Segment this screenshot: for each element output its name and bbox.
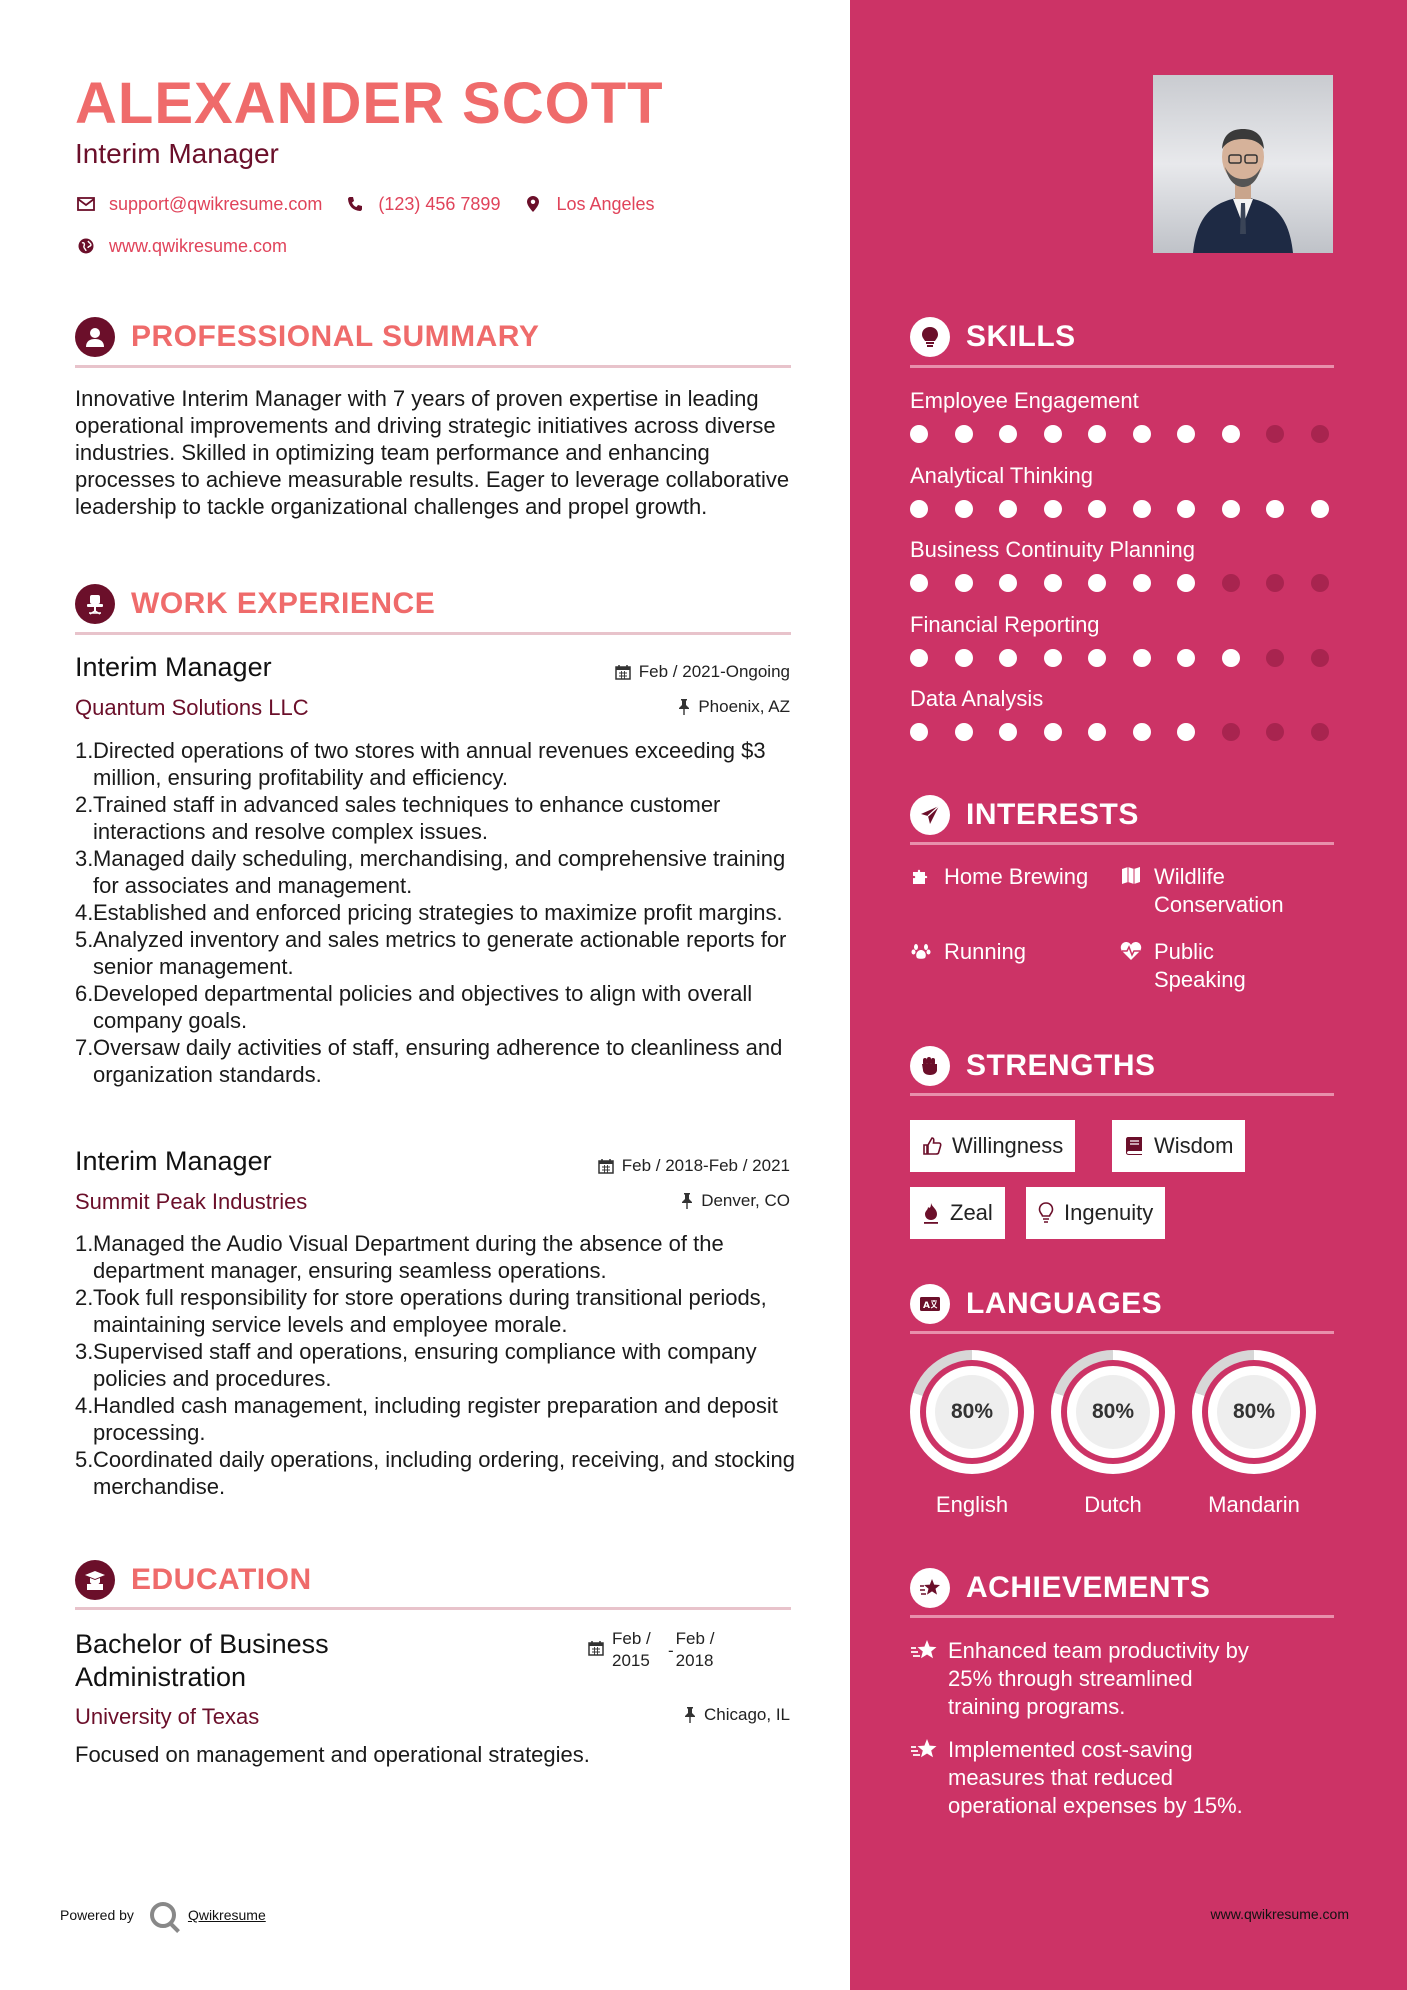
rating-dot-filled	[999, 649, 1017, 667]
rating-dot-filled	[1222, 425, 1240, 443]
interests-heading	[910, 795, 1139, 835]
book-icon	[1124, 1136, 1144, 1156]
education-heading	[75, 1560, 312, 1600]
list-item: 3. Supervised staff and operations, ensuring compliance with company policies and procedures.	[75, 1339, 757, 1391]
envelope-icon	[75, 193, 97, 215]
star-icon	[910, 1738, 938, 1760]
paper-plane-icon	[910, 795, 950, 835]
sidebar	[850, 0, 1407, 1990]
pushpin-icon	[684, 1707, 696, 1723]
map-icon	[1120, 865, 1142, 887]
rating-dot-empty	[1222, 723, 1240, 741]
phone-icon	[344, 193, 366, 215]
powered-by	[60, 1902, 266, 1928]
language-ring-center	[1217, 1375, 1291, 1449]
achievement-item: Enhanced team productivity by 25% through streamlined training programs.	[910, 1637, 1340, 1721]
language-item	[1192, 1350, 1316, 1518]
skills-rule	[910, 365, 1334, 368]
language-name: Mandarin	[1208, 1492, 1300, 1517]
language-percent: 80%	[1232, 1400, 1276, 1423]
brand-link[interactable]: Qwikresume	[187, 1907, 266, 1923]
rating-dot-filled	[1044, 723, 1062, 741]
globe-icon	[75, 235, 97, 257]
flame-icon	[922, 1202, 940, 1224]
education-dates	[588, 1628, 714, 1672]
languages-heading-text: LANGUAGES	[966, 1287, 1163, 1320]
footer-website[interactable]: www.qwikresume.com	[1210, 1906, 1349, 1922]
rating-dot-filled	[999, 574, 1017, 592]
strength-tag: Ingenuity	[1026, 1187, 1165, 1239]
skill-name: Financial Reporting	[910, 611, 1100, 637]
degree-title	[75, 1628, 329, 1694]
rating-dot-filled	[1177, 723, 1195, 741]
language-ring-band	[1067, 1366, 1159, 1458]
rating-dot-filled	[910, 425, 928, 443]
language-ring-band	[926, 1366, 1018, 1458]
job-dates-text: Feb / 2018-Feb / 2021	[621, 1156, 790, 1175]
achievements-heading	[910, 1568, 1210, 1608]
rating-dot-filled	[1088, 425, 1106, 443]
rating-dot-filled	[1088, 723, 1106, 741]
rating-dot-filled	[999, 425, 1017, 443]
strengths-heading	[910, 1046, 1156, 1086]
language-ring-center	[935, 1375, 1009, 1449]
skill-rating	[910, 649, 1355, 667]
job-location	[678, 697, 790, 717]
pushpin-icon	[681, 1193, 693, 1209]
language-ring-center	[1076, 1375, 1150, 1449]
job-role: Interim Manager	[75, 652, 272, 682]
map-pin-icon	[522, 193, 544, 215]
language-ring-band	[1208, 1366, 1300, 1458]
achievement-item: Implemented cost-saving measures that reduced operational expenses by 15%.	[910, 1736, 1340, 1820]
job-location-text: Denver, CO	[701, 1191, 790, 1210]
experience-rule	[75, 632, 791, 635]
graduate-icon	[75, 1560, 115, 1600]
languages-heading	[910, 1284, 1162, 1324]
phone-text: (123) 456 7899	[378, 193, 501, 214]
rating-dot-filled	[1088, 649, 1106, 667]
rating-dot-filled	[955, 425, 973, 443]
rating-dot-filled	[910, 500, 928, 518]
interest-item: Home Brewing	[910, 863, 1088, 891]
rating-dot-filled	[1088, 500, 1106, 518]
skill-rating	[910, 723, 1355, 741]
list-item: 3. Managed daily scheduling, merchandising, and comprehensive training for associates and management.	[75, 846, 786, 898]
language-percent: 80%	[950, 1400, 994, 1423]
summary-heading	[75, 317, 539, 357]
language-ring	[1051, 1350, 1175, 1474]
job-duties-list	[75, 737, 800, 1088]
language-name: Dutch	[1084, 1492, 1142, 1517]
contact-website[interactable]	[75, 235, 287, 257]
rating-dot-empty	[1311, 723, 1329, 741]
experience-heading	[75, 584, 435, 624]
job-company: Quantum Solutions LLC	[75, 695, 309, 720]
school-name: University of Texas	[75, 1704, 260, 1729]
rating-dot-empty	[1266, 425, 1284, 443]
candidate-name: ALEXANDER SCOTT	[75, 71, 664, 136]
skill-name: Analytical Thinking	[910, 462, 1094, 488]
list-item: 1. Directed operations of two stores with annual revenues exceeding $3 million, ensuring profitability and efficiency.	[75, 738, 766, 790]
rating-dot-filled	[1044, 574, 1062, 592]
job-location-text: Phoenix, AZ	[698, 697, 790, 716]
skill-name: Business Continuity Planning	[910, 537, 1195, 562]
svg-text:A: A	[923, 1301, 930, 1311]
job-dates	[615, 662, 790, 682]
skill-rating	[910, 574, 1355, 592]
rating-dot-filled	[1133, 425, 1151, 443]
education-rule	[75, 1607, 791, 1610]
list-item: 4. Established and enforced pricing strategies to maximize profit margins.	[75, 900, 783, 925]
rating-dot-filled	[955, 500, 973, 518]
interests-rule	[910, 842, 1334, 845]
contact-email[interactable]	[75, 193, 322, 215]
experience-heading-text: WORK EXPERIENCE	[131, 587, 436, 620]
rating-dot-filled	[1044, 649, 1062, 667]
education-heading-text: EDUCATION	[131, 1563, 312, 1596]
language-item	[1051, 1350, 1175, 1518]
rating-dot-empty	[1266, 574, 1284, 592]
list-item: 7. Oversaw daily activities of staff, ensuring adherence to cleanliness and organization standards.	[75, 1035, 783, 1087]
job-dates	[598, 1156, 790, 1176]
rating-dot-filled	[1044, 425, 1062, 443]
education-location-text: Chicago, IL	[704, 1705, 790, 1724]
contact-row-2	[75, 235, 309, 257]
job-role: Interim Manager	[75, 1146, 272, 1176]
rating-dot-filled	[1266, 500, 1284, 518]
education-description: Focused on management and operational strategies.	[75, 1742, 590, 1767]
strength-tag: Willingness	[910, 1120, 1075, 1172]
rating-dot-empty	[1311, 425, 1329, 443]
list-item: 1. Managed the Audio Visual Department during the absence of the department manager, ensuring seamless operations.	[75, 1231, 724, 1283]
candidate-title: Interim Manager	[75, 138, 279, 169]
list-item: 5. Coordinated daily operations, including ordering, receiving, and stocking merchandise.	[75, 1447, 795, 1499]
calendar-icon	[615, 664, 631, 680]
rating-dot-filled	[1133, 649, 1151, 667]
contact-location	[522, 193, 654, 215]
date-separator: -	[668, 1641, 674, 1660]
strengths-heading-text: STRENGTHS	[966, 1049, 1156, 1082]
language-ring-gap	[1202, 1360, 1306, 1464]
language-ring-gap	[1061, 1360, 1165, 1464]
rating-dot-filled	[955, 723, 973, 741]
heartbeat-icon	[1120, 940, 1142, 962]
star-icon	[910, 1639, 938, 1661]
degree-line-1: Bachelor of Business	[75, 1629, 329, 1659]
strengths-rule	[910, 1093, 1334, 1096]
rating-dot-filled	[1044, 500, 1062, 518]
powered-by-text: Powered by	[60, 1907, 134, 1923]
thumbs-up-icon	[922, 1136, 942, 1156]
summary-rule	[75, 365, 791, 368]
list-item: 5. Analyzed inventory and sales metrics to generate actionable reports for senior management.	[75, 927, 787, 979]
education-end: Feb / 2018	[675, 1629, 715, 1670]
rating-dot-empty	[1266, 723, 1284, 741]
contact-row-1	[75, 193, 677, 215]
paw-icon	[910, 940, 932, 962]
rating-dot-filled	[1088, 574, 1106, 592]
language-ring	[910, 1350, 1034, 1474]
rating-dot-empty	[1311, 649, 1329, 667]
calendar-icon	[588, 1640, 604, 1656]
rating-dot-filled	[1133, 723, 1151, 741]
rating-dot-filled	[1177, 649, 1195, 667]
skills-heading	[910, 317, 1076, 357]
rating-dot-filled	[999, 500, 1017, 518]
star-badge-icon	[910, 1568, 950, 1608]
skills-heading-text: SKILLS	[966, 320, 1076, 353]
lightbulb-icon	[910, 317, 950, 357]
summary-text: Innovative Interim Manager with 7 years of proven expertise in leading operational improvements and driving strategic initiatives across diverse industries. Skilled in optimizing team performance and enhancing processes to achieve measurable results. Eager to leverage collaborative leadership to tackle organizational challenges and propel growth.	[75, 386, 790, 519]
language-item	[910, 1350, 1034, 1518]
puzzle-icon	[910, 865, 932, 887]
rating-dot-filled	[1311, 500, 1329, 518]
rating-dot-filled	[1133, 500, 1151, 518]
job-duties-list	[75, 1230, 800, 1500]
rating-dot-filled	[1177, 425, 1195, 443]
profile-photo	[1153, 75, 1333, 253]
email-text: support@qwikresume.com	[109, 193, 323, 214]
rating-dot-filled	[999, 723, 1017, 741]
calendar-icon	[598, 1158, 614, 1174]
lightbulb-outline-icon	[1038, 1202, 1054, 1224]
strength-tag: Zeal	[910, 1187, 1005, 1239]
office-chair-icon	[75, 584, 115, 624]
rating-dot-filled	[1177, 500, 1195, 518]
rating-dot-empty	[1311, 574, 1329, 592]
pushpin-icon	[678, 699, 690, 715]
rating-dot-filled	[1222, 500, 1240, 518]
skill-name: Data Analysis	[910, 686, 1044, 711]
list-item: 2. Trained staff in advanced sales techniques to enhance customer interactions and resolve complex issues.	[75, 792, 721, 844]
job-dates-text: Feb / 2021-Ongoing	[638, 662, 790, 681]
rating-dot-filled	[910, 574, 928, 592]
achievements-heading-text: ACHIEVEMENTS	[966, 1571, 1211, 1604]
location-text: Los Angeles	[556, 193, 655, 214]
skill-rating	[910, 425, 1355, 443]
list-item: 4. Handled cash management, including register preparation and deposit processing.	[75, 1393, 778, 1445]
language-name: English	[935, 1492, 1009, 1517]
language-ring	[1192, 1350, 1316, 1474]
contact-phone[interactable]	[344, 193, 500, 215]
summary-heading-text: PROFESSIONAL SUMMARY	[131, 320, 540, 353]
rating-dot-filled	[910, 723, 928, 741]
interests-heading-text: INTERESTS	[966, 798, 1139, 831]
education-location	[684, 1705, 790, 1725]
translate-icon	[910, 1284, 950, 1324]
job-company: Summit Peak Industries	[75, 1189, 308, 1214]
list-item: 2. Took full responsibility for store operations during transitional periods, maintaining service levels and employee morale.	[75, 1285, 767, 1337]
list-item: 6. Developed departmental policies and objectives to align with overall company goals.	[75, 981, 753, 1033]
rating-dot-filled	[1133, 574, 1151, 592]
rating-dot-empty	[1222, 574, 1240, 592]
rating-dot-filled	[955, 574, 973, 592]
language-ring-gap	[920, 1360, 1024, 1464]
rating-dot-filled	[1177, 574, 1195, 592]
user-icon	[75, 317, 115, 357]
website-text: www.qwikresume.com	[109, 235, 288, 256]
rating-dot-filled	[910, 649, 928, 667]
rating-dot-empty	[1266, 649, 1284, 667]
rating-dot-filled	[955, 649, 973, 667]
fist-icon	[910, 1046, 950, 1086]
interest-item: Wildlife Conservation	[1120, 863, 1284, 919]
rating-dot-filled	[1222, 649, 1240, 667]
languages-rule	[910, 1331, 1334, 1334]
language-percent: 80%	[1091, 1400, 1135, 1423]
degree-line-2: Administration	[75, 1662, 247, 1692]
skill-name: Employee Engagement	[910, 388, 1139, 413]
strength-tag: Wisdom	[1112, 1120, 1245, 1172]
qwikresume-logo-icon	[150, 1902, 176, 1928]
interest-item: Public Speaking	[1120, 938, 1246, 994]
skill-rating	[910, 500, 1355, 518]
achievements-rule	[910, 1615, 1334, 1618]
job-location	[681, 1191, 790, 1211]
interest-item: Running	[910, 938, 1026, 966]
education-start: Feb / 2015	[612, 1629, 651, 1670]
